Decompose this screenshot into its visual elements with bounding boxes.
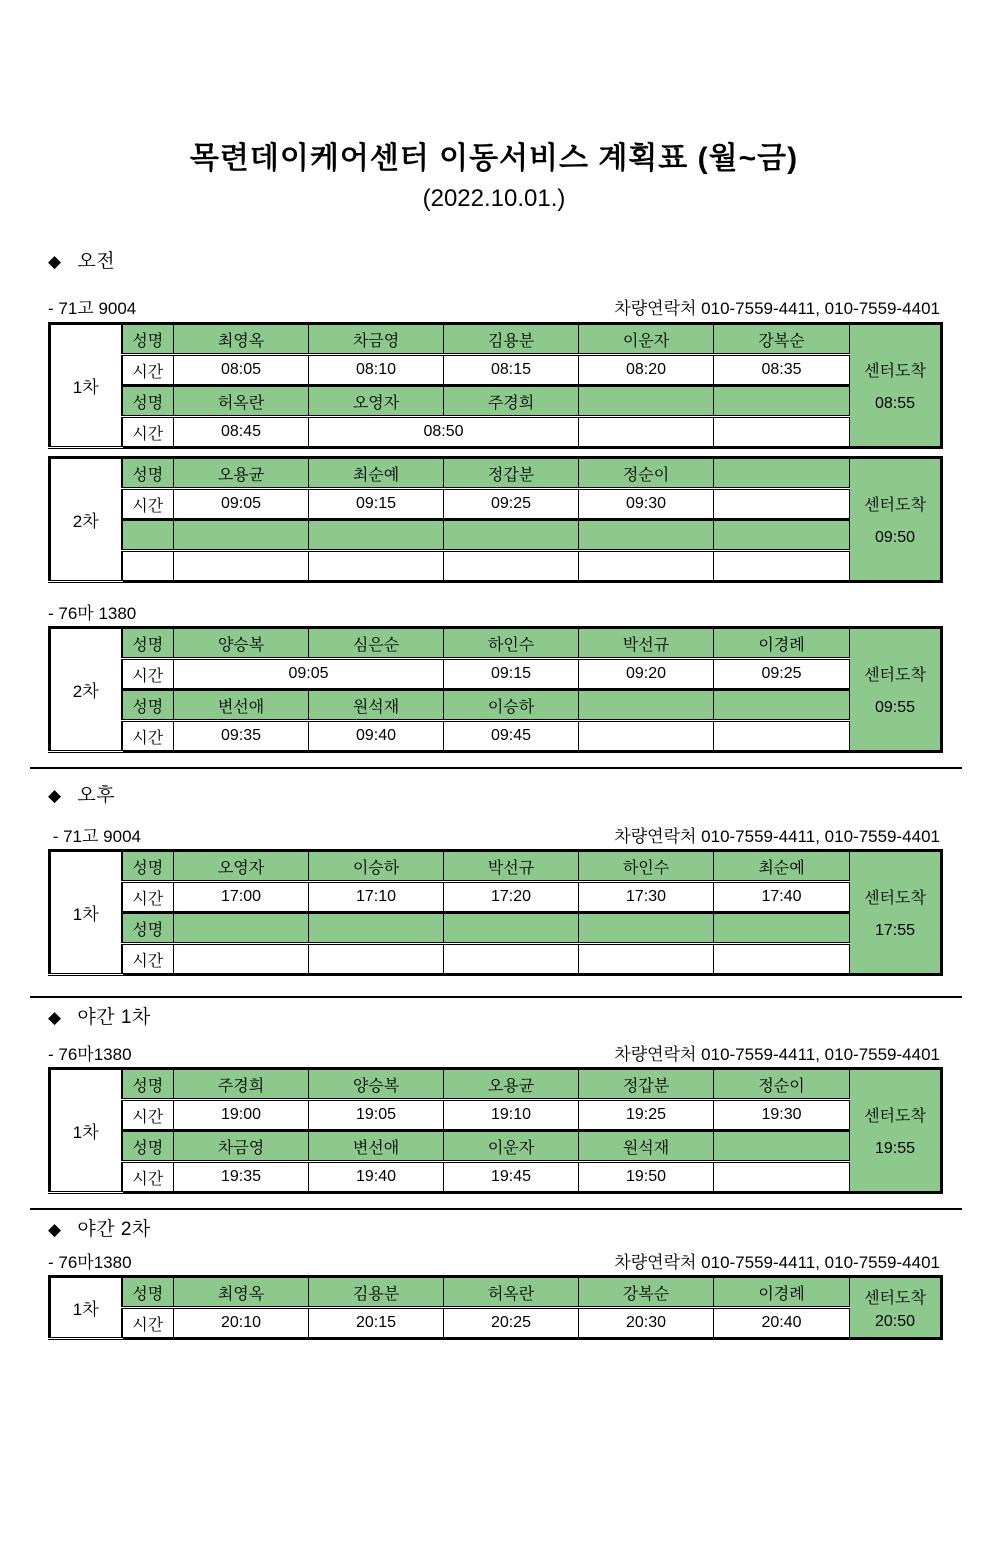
schedule-table-slot xyxy=(48,849,940,976)
time-row xyxy=(50,1308,942,1339)
name-row xyxy=(50,386,942,417)
row-label-cell: 시간 xyxy=(122,944,174,975)
pickup-time-cell xyxy=(714,1162,850,1193)
passenger-name-cell: 하인수 xyxy=(444,628,579,659)
pickup-time-cell: 08:20 xyxy=(579,355,714,386)
pickup-time-cell xyxy=(714,944,850,975)
vehicle-number: - 71고 9004 xyxy=(48,299,137,318)
trip-group-cell: 1차 xyxy=(50,1069,122,1193)
passenger-name-cell: 오영자 xyxy=(309,386,444,417)
passenger-name-cell: 오영자 xyxy=(174,851,309,882)
schedule-table-slot xyxy=(48,322,940,449)
passenger-name-cell: 정갑분 xyxy=(579,1069,714,1100)
diamond-bullet-icon: ◆ xyxy=(48,786,62,805)
section-divider xyxy=(30,1208,962,1210)
passenger-name-cell: 이경례 xyxy=(714,1277,850,1308)
passenger-name-cell xyxy=(579,690,714,721)
passenger-name-cell: 변선애 xyxy=(309,1131,444,1162)
passenger-name-cell: 강복순 xyxy=(579,1277,714,1308)
schedule-table xyxy=(48,456,943,583)
trip-group-cell: 1차 xyxy=(50,324,122,448)
name-row xyxy=(50,628,942,659)
passenger-name-cell xyxy=(714,458,850,489)
row-label-cell: 시간 xyxy=(122,659,174,690)
diamond-bullet-icon: ◆ xyxy=(48,1008,62,1027)
row-label-cell: 성명 xyxy=(122,386,174,417)
diamond-bullet-icon: ◆ xyxy=(48,252,62,271)
passenger-name-cell: 주경희 xyxy=(174,1069,309,1100)
passenger-name-cell: 양승복 xyxy=(174,628,309,659)
passenger-name-cell: 박선규 xyxy=(444,851,579,882)
center-arrival-label: 센터도착 xyxy=(864,890,926,907)
pickup-time-cell xyxy=(444,551,579,582)
passenger-name-cell: 이승하 xyxy=(444,690,579,721)
section-heading-night2 xyxy=(48,1218,940,1242)
row-label-cell: 성명 xyxy=(122,628,174,659)
name-row xyxy=(50,1277,942,1308)
passenger-name-cell: 최영옥 xyxy=(174,1277,309,1308)
pickup-time-cell: 19:00 xyxy=(174,1100,309,1131)
pickup-time-cell: 17:00 xyxy=(174,882,309,913)
pickup-time-cell xyxy=(579,721,714,752)
pickup-time-cell: 19:25 xyxy=(579,1100,714,1131)
passenger-name-cell xyxy=(444,913,579,944)
pickup-time-cell xyxy=(714,551,850,582)
name-row xyxy=(50,1131,942,1162)
pickup-time-cell xyxy=(309,944,444,975)
vehicle-meta-row xyxy=(48,298,940,319)
pickup-time-cell: 19:40 xyxy=(309,1162,444,1193)
passenger-name-cell: 주경희 xyxy=(444,386,579,417)
pickup-time-cell: 08:50 xyxy=(309,417,579,448)
pickup-time-cell: 09:25 xyxy=(444,489,579,520)
row-label-cell: 성명 xyxy=(122,1069,174,1100)
passenger-name-cell: 원석재 xyxy=(309,690,444,721)
pickup-time-cell: 09:20 xyxy=(579,659,714,690)
center-arrival-time: 17:55 xyxy=(874,922,916,939)
time-row xyxy=(50,659,942,690)
pickup-time-cell: 20:30 xyxy=(579,1308,714,1339)
passenger-name-cell: 최영옥 xyxy=(174,324,309,355)
passenger-name-cell xyxy=(714,1131,850,1162)
section-heading-label: 오후 xyxy=(77,785,116,806)
name-row xyxy=(50,690,942,721)
pickup-time-cell: 17:30 xyxy=(579,882,714,913)
center-arrival-label: 센터도착 xyxy=(864,1108,926,1125)
center-arrival-cell xyxy=(850,851,942,975)
passenger-name-cell: 심은순 xyxy=(309,628,444,659)
document-date: (2022.10.01.) xyxy=(422,185,566,212)
section-divider xyxy=(30,996,962,998)
pickup-time-cell xyxy=(174,551,309,582)
passenger-name-cell xyxy=(714,386,850,417)
pickup-time-cell xyxy=(579,551,714,582)
time-row xyxy=(50,551,942,582)
pickup-time-cell: 09:05 xyxy=(174,659,444,690)
center-arrival-label: 센터도착 xyxy=(864,667,926,684)
time-row xyxy=(50,882,942,913)
time-row xyxy=(50,355,942,386)
passenger-name-cell: 오용균 xyxy=(444,1069,579,1100)
passenger-name-cell xyxy=(579,520,714,551)
vehicle-contact: 차량연락처 010-7559-4411, 010-7559-4401 xyxy=(614,827,940,846)
passenger-name-cell: 이승하 xyxy=(309,851,444,882)
pickup-time-cell: 09:15 xyxy=(309,489,444,520)
row-label-cell: 성명 xyxy=(122,690,174,721)
schedule-table xyxy=(48,322,943,449)
schedule-table xyxy=(48,1067,943,1194)
passenger-name-cell xyxy=(714,520,850,551)
vehicle-number: - 71고 9004 xyxy=(48,827,141,846)
vehicle-meta-row xyxy=(48,1044,940,1065)
passenger-name-cell: 이운자 xyxy=(444,1131,579,1162)
passenger-name-cell: 이경례 xyxy=(714,628,850,659)
center-arrival-label: 센터도착 xyxy=(864,363,926,380)
row-label-cell: 성명 xyxy=(122,851,174,882)
passenger-name-cell xyxy=(309,913,444,944)
passenger-name-cell: 정순이 xyxy=(579,458,714,489)
passenger-name-cell: 최순예 xyxy=(714,851,850,882)
name-row xyxy=(50,324,942,355)
pickup-time-cell xyxy=(714,489,850,520)
passenger-name-cell: 김용분 xyxy=(444,324,579,355)
center-arrival-time: 19:55 xyxy=(874,1140,916,1157)
name-row xyxy=(50,851,942,882)
schedule-table-slot xyxy=(48,1275,940,1340)
center-arrival-cell xyxy=(850,1069,942,1193)
vehicle-meta-row xyxy=(48,826,940,847)
passenger-name-cell: 원석재 xyxy=(579,1131,714,1162)
time-row xyxy=(50,721,942,752)
page-title: 목련데이케어센터 이동서비스 계획표 (월~금) xyxy=(189,142,799,175)
center-arrival-time: 09:55 xyxy=(874,699,916,716)
passenger-name-cell: 김용분 xyxy=(309,1277,444,1308)
pickup-time-cell: 20:40 xyxy=(714,1308,850,1339)
section-heading-label: 야간 2차 xyxy=(77,1219,151,1240)
passenger-name-cell xyxy=(174,913,309,944)
pickup-time-cell: 20:10 xyxy=(174,1308,309,1339)
pickup-time-cell: 17:20 xyxy=(444,882,579,913)
center-arrival-label: 센터도착 xyxy=(864,1289,926,1307)
pickup-time-cell: 17:10 xyxy=(309,882,444,913)
passenger-name-cell xyxy=(579,386,714,417)
name-row xyxy=(50,913,942,944)
vehicle-meta-row xyxy=(48,1252,940,1273)
vehicle-number: - 76마 1380 xyxy=(48,604,137,623)
passenger-name-cell: 허옥란 xyxy=(444,1277,579,1308)
passenger-name-cell: 차금영 xyxy=(174,1131,309,1162)
schedule-table xyxy=(48,1275,943,1340)
vehicle-meta-row xyxy=(48,603,940,624)
center-arrival-time: 08:55 xyxy=(874,395,916,412)
section-heading-label: 야간 1차 xyxy=(77,1007,151,1028)
center-arrival-time: 20:50 xyxy=(874,1312,916,1330)
section-heading-label: 오전 xyxy=(77,251,116,272)
pickup-time-cell: 19:35 xyxy=(174,1162,309,1193)
vehicle-contact: 차량연락처 010-7559-4411, 010-7559-4401 xyxy=(614,1045,940,1064)
passenger-name-cell: 양승복 xyxy=(309,1069,444,1100)
pickup-time-cell: 09:45 xyxy=(444,721,579,752)
row-label-cell xyxy=(122,551,174,582)
row-label-cell: 성명 xyxy=(122,324,174,355)
row-label-cell: 성명 xyxy=(122,1277,174,1308)
pickup-time-cell: 19:45 xyxy=(444,1162,579,1193)
row-label-cell: 성명 xyxy=(122,458,174,489)
passenger-name-cell xyxy=(444,520,579,551)
pickup-time-cell: 17:40 xyxy=(714,882,850,913)
time-row xyxy=(50,489,942,520)
passenger-name-cell xyxy=(579,913,714,944)
passenger-name-cell: 강복순 xyxy=(714,324,850,355)
passenger-name-cell xyxy=(714,690,850,721)
pickup-time-cell xyxy=(579,417,714,448)
vehicle-contact: 차량연락처 010-7559-4411, 010-7559-4401 xyxy=(614,299,940,318)
center-arrival-cell xyxy=(850,324,942,448)
section-heading-morning xyxy=(48,250,940,274)
schedule-table-slot xyxy=(48,626,940,753)
row-label-cell: 시간 xyxy=(122,1100,174,1131)
document-page xyxy=(0,140,992,1340)
trip-group-cell: 2차 xyxy=(50,458,122,582)
row-label-cell: 시간 xyxy=(122,1308,174,1339)
center-arrival-cell xyxy=(850,458,942,582)
passenger-name-cell: 허옥란 xyxy=(174,386,309,417)
passenger-name-cell: 박선규 xyxy=(579,628,714,659)
passenger-name-cell xyxy=(174,520,309,551)
vehicle-number: - 76마1380 xyxy=(48,1253,132,1272)
row-label-cell: 시간 xyxy=(122,721,174,752)
passenger-name-cell: 변선애 xyxy=(174,690,309,721)
pickup-time-cell xyxy=(579,944,714,975)
center-arrival-cell xyxy=(850,1277,942,1339)
passenger-name-cell xyxy=(309,520,444,551)
schedule-table-slot xyxy=(48,456,940,583)
pickup-time-cell: 20:25 xyxy=(444,1308,579,1339)
row-label-cell: 시간 xyxy=(122,355,174,386)
trip-group-cell: 1차 xyxy=(50,851,122,975)
vehicle-contact: 차량연락처 010-7559-4411, 010-7559-4401 xyxy=(614,1253,940,1272)
passenger-name-cell xyxy=(714,913,850,944)
pickup-time-cell: 19:05 xyxy=(309,1100,444,1131)
passenger-name-cell: 최순예 xyxy=(309,458,444,489)
row-label-cell: 성명 xyxy=(122,913,174,944)
row-label-cell: 시간 xyxy=(122,882,174,913)
passenger-name-cell: 이운자 xyxy=(579,324,714,355)
pickup-time-cell xyxy=(444,944,579,975)
time-row xyxy=(50,1100,942,1131)
row-label-cell: 시간 xyxy=(122,417,174,448)
pickup-time-cell xyxy=(309,551,444,582)
center-arrival-label: 센터도착 xyxy=(864,497,926,514)
pickup-time-cell: 09:30 xyxy=(579,489,714,520)
schedule-table-slot xyxy=(48,1067,940,1194)
pickup-time-cell: 09:40 xyxy=(309,721,444,752)
pickup-time-cell: 09:05 xyxy=(174,489,309,520)
pickup-time-cell xyxy=(174,944,309,975)
row-label-cell: 시간 xyxy=(122,1162,174,1193)
time-row xyxy=(50,417,942,448)
section-heading-afternoon xyxy=(48,784,940,808)
time-row xyxy=(50,1162,942,1193)
passenger-name-cell: 정갑분 xyxy=(444,458,579,489)
schedule-table xyxy=(48,849,943,976)
passenger-name-cell: 하인수 xyxy=(579,851,714,882)
pickup-time-cell: 19:50 xyxy=(579,1162,714,1193)
section-divider xyxy=(30,767,962,769)
center-arrival-cell xyxy=(850,628,942,752)
name-row xyxy=(50,1069,942,1100)
pickup-time-cell: 08:35 xyxy=(714,355,850,386)
pickup-time-cell: 09:15 xyxy=(444,659,579,690)
pickup-time-cell: 08:05 xyxy=(174,355,309,386)
passenger-name-cell: 오용균 xyxy=(174,458,309,489)
pickup-time-cell: 09:25 xyxy=(714,659,850,690)
pickup-time-cell: 20:15 xyxy=(309,1308,444,1339)
name-row xyxy=(50,458,942,489)
vehicle-number: - 76마1380 xyxy=(48,1045,132,1064)
name-row xyxy=(50,520,942,551)
row-label-cell: 시간 xyxy=(122,489,174,520)
time-row xyxy=(50,944,942,975)
trip-group-cell: 1차 xyxy=(50,1277,122,1339)
section-heading-night1 xyxy=(48,1006,940,1030)
schedule-table xyxy=(48,626,943,753)
pickup-time-cell: 09:35 xyxy=(174,721,309,752)
pickup-time-cell xyxy=(714,417,850,448)
passenger-name-cell: 차금영 xyxy=(309,324,444,355)
pickup-time-cell: 19:30 xyxy=(714,1100,850,1131)
pickup-time-cell: 08:45 xyxy=(174,417,309,448)
passenger-name-cell: 정순이 xyxy=(714,1069,850,1100)
center-arrival-time: 09:50 xyxy=(874,529,916,546)
pickup-time-cell: 08:15 xyxy=(444,355,579,386)
pickup-time-cell: 19:10 xyxy=(444,1100,579,1131)
trip-group-cell: 2차 xyxy=(50,628,122,752)
pickup-time-cell: 08:10 xyxy=(309,355,444,386)
diamond-bullet-icon: ◆ xyxy=(48,1220,62,1239)
row-label-cell xyxy=(122,520,174,551)
pickup-time-cell xyxy=(714,721,850,752)
row-label-cell: 성명 xyxy=(122,1131,174,1162)
